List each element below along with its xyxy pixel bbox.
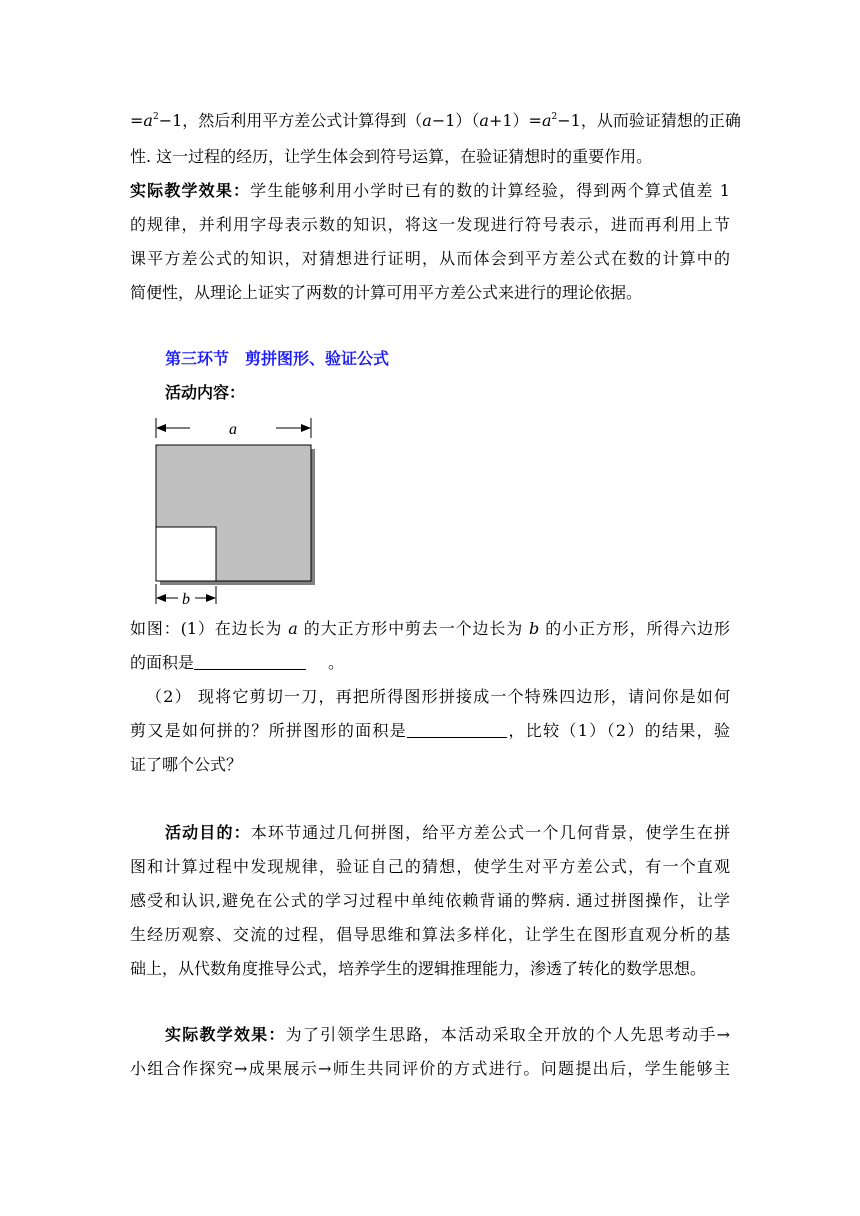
answer-blank-2[interactable] — [407, 721, 507, 738]
small-square — [156, 527, 216, 581]
question2-line3: 证了哪个公式？ — [130, 755, 243, 774]
para2-line1: 实际教学效果：学生能够利用小学时已有的数的计算经验，得到两个算式值差 1 — [130, 181, 730, 200]
purpose-line2: 图和计算过程中发现规律，验证自己的猜想，使学生对平方差公式，有一个直观 — [130, 857, 730, 876]
question2-line2: 剪又是如何拼的？所拼图形的面积是 ，比较（1）（2）的结果，验 — [130, 721, 730, 740]
question1-line2: 的面积是 。 — [130, 653, 345, 672]
square-cut-figure — [148, 414, 328, 614]
effect-line1: 实际教学效果：为了引领学生思路，本活动采取全开放的个人先思考动手→ — [165, 1025, 730, 1044]
purpose-line5: 础上，从代数角度推导公式，培养学生的逻辑推理能力，渗透了转化的数学思想。 — [130, 959, 707, 978]
label-a: a — [229, 421, 237, 438]
para1-line1: $=a^2-1$，然后利用平方差公式计算得到$(a-1)(a+1)=a^2-1$，从而验证猜想的正确 — [130, 111, 741, 130]
para2-label: 实际教学效果： — [130, 181, 251, 200]
para2-line2: 的规律，并利用字母表示数的知识，将这一发现进行符号表示，进而再利用上节 — [130, 215, 730, 234]
effect-line2: 小组合作探究→成果展示→师生共同评价的方式进行。问题提出后，学生能够主 — [130, 1059, 730, 1078]
section-heading: 第三环节 剪拼图形、验证公式 — [165, 349, 390, 368]
para2-line3: 课平方差公式的知识，对猜想进行证明，从而体会到平方差公式在数的计算中的 — [130, 249, 730, 268]
para1-line2: 性. 这一过程的经历，让学生体会到符号运算，在验证猜想时的重要作用。 — [130, 147, 653, 166]
label-b: b — [182, 591, 190, 608]
effect-label: 实际教学效果： — [165, 1025, 286, 1044]
question2-line1: （2） 现将它剪切一刀，再把所得图形拼接成一个特殊四边形，请问你是如何 — [146, 687, 730, 706]
purpose-label: 活动目的： — [165, 823, 251, 842]
purpose-line3: 感受和认识,避免在公式的学习过程中单纯依赖背诵的弊病. 通过拼图操作，让学 — [130, 891, 730, 910]
activity-label: 活动内容： — [165, 383, 246, 402]
answer-blank-1[interactable] — [194, 653, 306, 670]
question1-line1: 如图：(1）在边长为 a 的大正方形中剪去一个边长为 b 的小正方形，所得六边形 — [130, 619, 730, 638]
purpose-line4: 生经历观察、交流的过程，倡导思维和算法多样化，让学生在图形直观分析的基 — [130, 925, 730, 944]
purpose-line1: 活动目的：本环节通过几何拼图，给平方差公式一个几何背景，使学生在拼 — [165, 823, 730, 842]
para2-line4: 简便性，从理论上证实了两数的计算可用平方差公式来进行的理论依据。 — [130, 283, 643, 302]
